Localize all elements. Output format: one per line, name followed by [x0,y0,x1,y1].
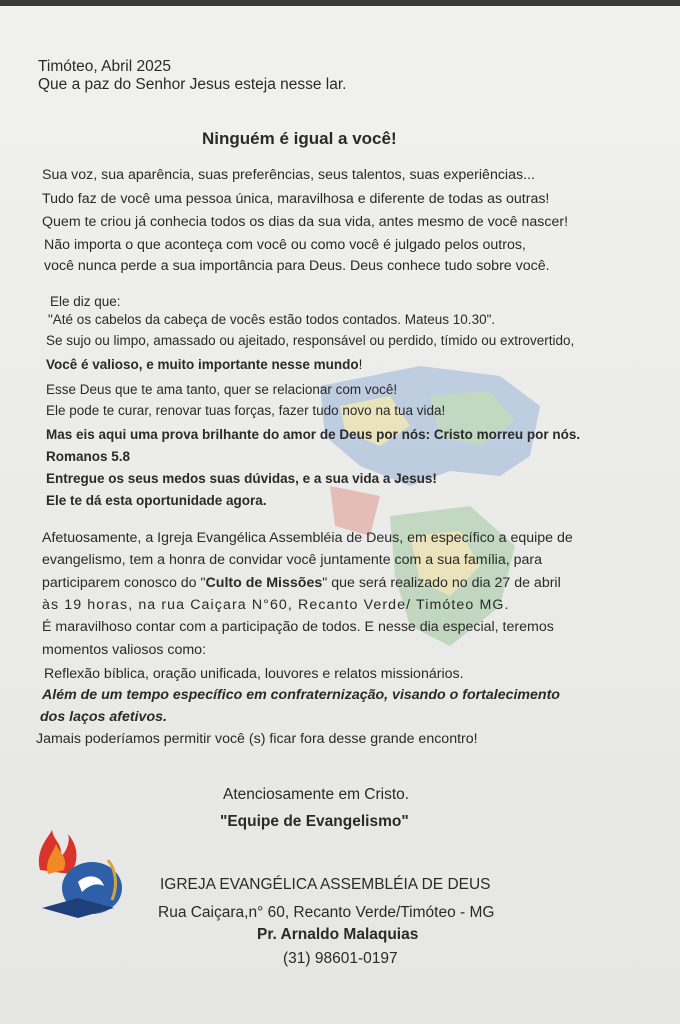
invite-line: Jamais poderíamos permitir você (s) ficar fora desse grande encontro! [36,731,478,747]
message-line: Esse Deus que te ama tanto, quer se relacionar com você! [46,382,398,397]
phone-number: (31) 98601-0197 [283,950,398,967]
pastor-name: Pr. Arnaldo Malaquias [257,926,419,943]
intro-line: Sua voz, sua aparência, suas preferências, seus talentos, suas experiências... [42,167,535,183]
invite-line: evangelismo, tem a honra de convidar você juntamente com a sua família, para [42,552,542,568]
church-name: IGREJA EVANGÉLICA ASSEMBLÉIA DE DEUS [160,876,491,893]
invite-text: participarem conosco do " [42,575,206,591]
church-address: Rua Caiçara,n° 60, Recanto Verde/Timóteo - MG [158,904,495,921]
closing: Atenciosamente em Cristo. [223,786,410,803]
place-date: Timóteo, Abril 2025 [38,58,171,75]
valuable-statement: Você é valioso, e muito importante nesse mundo [46,357,359,372]
message-line [46,356,362,374]
invite-line: Afetuosamente, a Igreja Evangélica Assembléia de Deus, em específico a equipe de [42,530,573,546]
message-line: "Até os cabelos da cabeça de vocês estão todos contados. Mateus 10.30". [48,312,496,327]
intro-line: Não importa o que aconteça com você ou como você é julgado pelos outros, [44,237,526,253]
team-signature: "Equipe de Evangelismo" [220,813,409,830]
intro-line: Quem te criou já conhecia todos os dias da sua vida, antes mesmo de você nascer! [42,214,569,230]
message-line: Entregue os seus medos suas dúvidas, e a sua vida a Jesus! [46,471,437,486]
invite-line [42,574,561,592]
bible-reference: Romanos 5.8 [46,449,131,464]
message-line: Ele diz que: [50,294,121,309]
intro-line: você nunca perde a sua importância para Deus. Deus conhece tudo sobre você. [44,258,550,274]
valuable-statement-end: ! [358,357,363,372]
letter-title: Ninguém é igual a você! [202,129,397,148]
intro-line: Tudo faz de você uma pessoa única, maravilhosa e diferente de todas as outras! [42,191,550,207]
event-name: Culto de Missões [205,575,323,591]
invite-line: dos laços afetivos. [40,709,167,725]
invite-text: " que será realizado no dia 27 de abril [322,575,561,591]
letter-paper [0,6,680,1024]
church-logo-icon [30,830,125,925]
message-line: Ele te dá esta oportunidade agora. [46,493,267,508]
invite-line: É maravilhoso contar com a participação de todos. E nesse dia especial, teremos [42,619,554,635]
message-line: Mas eis aqui uma prova brilhante do amor de Deus por nós: Cristo morreu por nós. [46,427,581,442]
greeting: Que a paz do Senhor Jesus esteja nesse lar. [38,76,347,93]
invite-line: às 19 horas, na rua Caiçara N°60, Recanto Verde/ Timóteo MG. [42,597,510,613]
invite-line: Além de um tempo específico em confraternização, visando o fortalecimento [42,687,560,703]
invite-line: momentos valiosos como: [42,642,207,658]
message-line: Se sujo ou limpo, amassado ou ajeitado, responsável ou perdido, tímido ou extrovertido, [46,333,575,348]
invite-line: Reflexão bíblica, oração unificada, louvores e relatos missionários. [44,666,464,682]
message-line: Ele pode te curar, renovar tuas forças, fazer tudo novo na tua vida! [46,403,446,418]
